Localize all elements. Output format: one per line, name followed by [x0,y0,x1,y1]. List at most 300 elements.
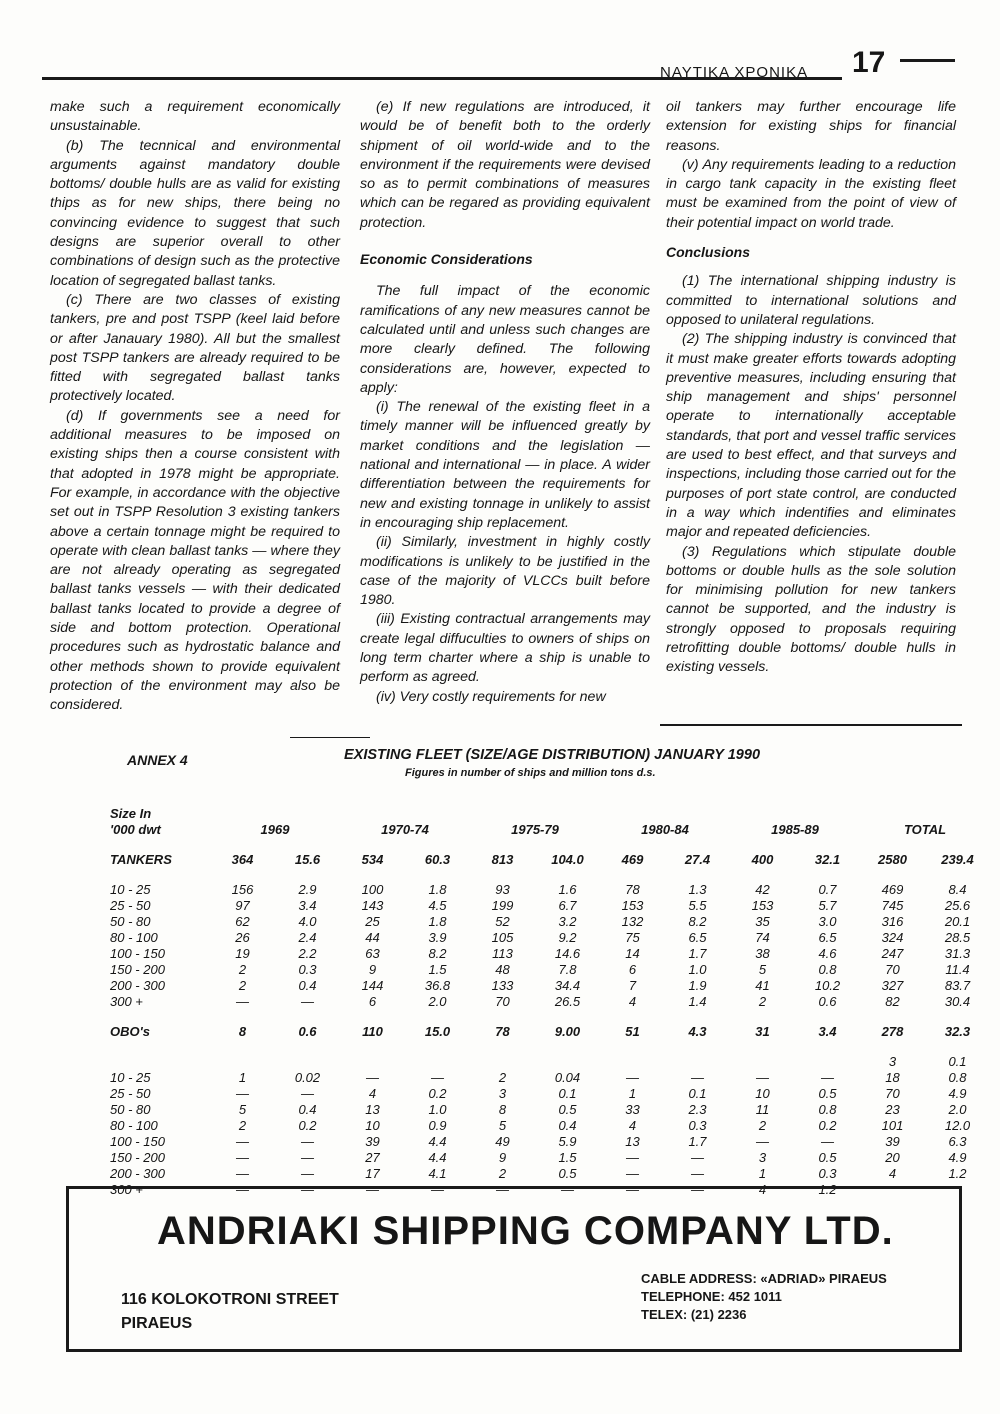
table-row [110,1150,990,1166]
table-cell: — [301,1134,314,1149]
table-cell: 364 [231,852,254,867]
table-row [110,898,990,914]
table-cell: 5 [238,1102,247,1117]
table-cell: 15.0 [424,1024,451,1039]
table-cell: 143 [361,898,384,913]
table-cell [405,1054,470,1070]
table-cell: — [236,1182,249,1197]
table-cell: 132 [621,914,644,929]
table-cell: 1.0 [688,962,707,977]
table-cell: — [301,994,314,1009]
table-cell [340,1054,405,1070]
table-cell: 9 [368,962,377,977]
table-row [110,1134,990,1150]
table-cell: 80 - 100 [110,930,158,945]
table-spacer [110,870,990,882]
table-cell: 60.3 [424,852,451,867]
table-cell: 82 [885,994,900,1009]
table-cell: 0.3 [688,1118,707,1133]
table-cell [795,1054,860,1070]
table-cell: 4.3 [688,1024,707,1039]
table-cell: 74 [755,930,770,945]
table-cell: 0.4 [298,978,317,993]
table-cell: 0.8 [818,962,837,977]
table-cell: 1.0 [428,1102,447,1117]
table-cell: 39 [365,1134,380,1149]
table-cell [470,1054,535,1070]
table-cell: 3 [758,1150,767,1165]
table-cell [925,806,990,822]
table-cell: 39 [885,1134,900,1149]
table-cell [535,806,600,822]
table-cell: OBO's [110,1024,150,1039]
table-cell: 70 [885,962,900,977]
table-cell: — [691,1182,704,1197]
table-cell: 20.1 [944,914,971,929]
table-cell: — [236,1166,249,1181]
table-row [110,994,990,1010]
table-cell: 25 [365,914,380,929]
table-cell: 156 [231,882,254,897]
table-cell: — [431,1182,444,1197]
table-cell: 0.5 [558,1102,577,1117]
table-spacer [110,1010,990,1022]
paragraph: The full impact of the economic ramifications of any new measures cannot be calculated until and unless such changes are more clearly defined. The following considerations are, however, expected to apply: [360,283,650,396]
table-cell: 1.5 [428,962,447,977]
table-cell: 50 - 80 [110,1102,151,1117]
table-cell: 23 [885,1102,900,1117]
table-cell: 41 [755,978,770,993]
table-cell: 1 [628,1086,637,1101]
table-cell: 0.6 [298,1024,317,1039]
tankers-total-row [110,850,990,870]
table-cell: 6 [368,994,377,1009]
table-cell: 1 [758,1166,767,1181]
table-cell: 150 - 200 [110,1150,165,1165]
table-cell: 15.6 [294,852,321,867]
table-row [110,962,990,978]
paragraph: (d) If governments see a need for additional measures to be imposed on existing ships then a course consistent with that adopted in 1978 might be appropriate. For example, in accordance with the objective set out in TSPP Resolution 3 existing tankers above a certain tonnage might be required to operate with clean ballast tanks — where they are not already operating as segregated ballast tanks vessels — with their dedicated ballast tanks located to provide a degree of side and bottom protection. Operational procedures such as hydrostatic balance and other methods shown to provide equivalent protection of the environment may also be considered. [50,407,340,714]
table-cell: 3.4 [818,1024,837,1039]
table-cell: 469 [881,882,904,897]
table-cell: 97 [235,898,250,913]
table-row [110,1166,990,1182]
table-cell: 3.0 [818,914,837,929]
table-cell: 100 - 150 [110,946,165,961]
table-cell: 1969 [260,822,290,837]
table-cell: 6.7 [558,898,577,913]
right-column [666,98,956,678]
table-cell: 0.9 [428,1118,447,1133]
table-cell [860,806,925,822]
table-cell: — [821,1134,834,1149]
table-cell: 52 [495,914,510,929]
table-cell: 1 [238,1070,247,1085]
table-cell: 469 [621,852,644,867]
table-row [110,946,990,962]
table-cell: 110 [362,1024,383,1039]
table-header-row [110,806,990,822]
page-number: 17 [852,46,886,79]
fleet-table [110,806,990,1198]
table-cell: 33 [625,1102,640,1117]
table-cell: 1.6 [558,882,577,897]
table-cell [405,806,470,822]
table-cell: 813 [491,852,514,867]
table-cell: 19 [235,946,250,961]
table-cell: 10 [755,1086,770,1101]
table-cell: 20 [885,1150,900,1165]
table-cell: — [236,1134,249,1149]
table-cell: — [301,1182,314,1197]
table-cell: — [431,1070,444,1085]
table-cell: 4.6 [818,946,837,961]
table-cell: 199 [491,898,514,913]
table-cell: — [691,1070,704,1085]
table-cell: 11.4 [945,962,970,977]
table-cell: 2 [758,994,767,1009]
table-cell: 316 [881,914,904,929]
table-cell: 26.5 [554,994,581,1009]
table-row [110,882,990,898]
table-cell: 5 [758,962,767,977]
table-cell: 0.4 [298,1102,317,1117]
paragraph: (2) The shipping industry is convinced that it must make greater efforts towards adopting preventive measures, including ensuring that ship management and ships' personnel operate to internationally acceptable standards, that port and vessel traffic services are used to best effect, and that surveys and inspections, including those carried out for the purposes of port state control, are conducted in a way which indentifies and eliminates major and repeated deficiencies. [666,331,956,541]
table-cell [470,806,535,822]
table-cell: 0.1 [948,1054,967,1069]
table-cell: 8.4 [948,882,967,897]
table-cell: 70 [495,994,510,1009]
table-cell: 4.5 [428,898,447,913]
table-cell [665,806,730,822]
company-cable: CABLE ADDRESS: «ADRIAD» PIRAEUS [641,1271,887,1286]
table-cell: 25 - 50 [110,898,151,913]
table-cell: 28.5 [944,930,971,945]
table-cell: 100 - 150 [110,1134,165,1149]
table-cell: 25.6 [944,898,971,913]
table-row [110,1102,990,1118]
table-cell: 10 - 25 [110,1070,151,1085]
table-cell: 2 [238,978,247,993]
table-cell: 2 [758,1118,767,1133]
company-advert [66,1186,962,1352]
table-cell: 0.1 [558,1086,577,1101]
table-cell: 4 [888,1166,897,1181]
table-cell: 144 [361,978,384,993]
table-cell: 27 [365,1150,380,1165]
annex-title: EXISTING FLEET (SIZE/AGE DISTRIBUTION) JANUARY 1990 [344,747,761,763]
table-cell: 9.00 [554,1024,581,1039]
paragraph: (c) There are two classes of existing tankers, pre and post TSPP (keel laid before or after Janauary 1980). All but the smallest post TSPP tankers are already required to be fitted with segregated ballast tanks protectively located. [50,291,340,405]
table-cell: 2 [238,962,247,977]
table-cell: 100 [361,882,384,897]
table-cell: 0.3 [298,962,317,977]
table-cell: — [821,1070,834,1085]
table-cell: 4.4 [428,1134,447,1149]
middle-column [360,98,650,707]
table-cell: 31.3 [944,946,971,961]
table-cell: 1.8 [428,882,447,897]
table-row [110,1070,990,1086]
table-cell: 38 [755,946,770,961]
table-cell: 0.7 [818,882,837,897]
table-cell: 0.4 [558,1118,577,1133]
table-cell: 7 [628,978,637,993]
table-row [110,978,990,994]
text-bottom-rule [660,724,962,726]
table-cell: 0.2 [428,1086,447,1101]
table-cell: 3.9 [428,930,447,945]
table-cell: 2 [498,1070,507,1085]
table-cell: — [626,1150,639,1165]
table-cell [730,806,795,822]
table-cell: 4 [628,994,637,1009]
table-cell: 4 [628,1118,637,1133]
table-cell: 200 - 300 [110,1166,165,1181]
table-cell: 30.4 [944,994,971,1009]
table-cell: — [236,1150,249,1165]
table-cell: 2580 [878,852,907,867]
table-cell: 1985-89 [771,822,819,837]
paragraph: (iii) Existing contractual arrangements may create legal diffuculties to owners of ships on long term charter where a ship is unable to perform as agreed. [360,611,650,686]
table-cell: 113 [492,946,513,961]
table-cell: 247 [881,946,904,961]
table-cell: 1.3 [688,882,707,897]
table-spacer [110,838,990,850]
table-cell: 11 [755,1102,770,1117]
table-cell: 0.1 [688,1086,707,1101]
table-cell: 80 - 100 [110,1118,158,1133]
table-row [110,930,990,946]
paragraph: (1) The international shipping industry is committed to international solutions and opposed to unilateral regulations. [666,273,956,328]
table-cell: 5.9 [558,1134,577,1149]
table-cell: — [561,1182,574,1197]
table-cell: — [236,1086,249,1101]
table-row [110,914,990,930]
table-cell: 150 - 200 [110,962,165,977]
table-cell: 10.2 [814,978,841,993]
header-rule-right [900,59,955,62]
table-cell: 42 [755,882,770,897]
table-cell: 0.02 [294,1070,321,1085]
table-cell: 101 [881,1118,904,1133]
table-cell: 13 [625,1134,640,1149]
company-city: PIRAEUS [121,1315,193,1332]
table-cell: TANKERS [110,852,172,867]
table-cell: 1970-74 [381,822,429,837]
table-cell: 50 - 80 [110,914,151,929]
table-cell: 1.2 [818,1182,837,1197]
table-cell: — [301,1150,314,1165]
table-cell: '000 dwt [110,822,161,837]
paragraph: make such a requirement economically unsustainable. [50,99,340,135]
table-cell: — [691,1166,704,1181]
table-cell: 13 [365,1102,380,1117]
table-cell: 62 [235,914,250,929]
table-cell: 400 [751,852,774,867]
table-cell: 2.4 [298,930,317,945]
table-cell: — [626,1182,639,1197]
table-cell: — [366,1070,379,1085]
table-cell: — [301,1166,314,1181]
table-cell: 49 [495,1134,510,1149]
paragraph: (b) The tecnnical and environmental arguments against mandatory double bottoms/ double hulls are as valid for existing thips as for new ships, there being no convincing evidence to suggest that such designs are superior overall to other combinations of design such as the protective location of segregated ballast tanks. [50,137,340,289]
table-cell: 3.2 [558,914,577,929]
table-cell: 32.3 [944,1024,971,1039]
table-cell: 3.4 [298,898,317,913]
table-cell: 25 - 50 [110,1086,151,1101]
paragraph: (i) The renewal of the existing fleet in a timely manner will be influenced greatly by market conditions and the legislation — national and international — in place. A wider differentiation between the requirements for new and existing tonnage in unlikely to assist in encouraging ship replacement. [360,399,650,531]
table-cell: 10 [365,1118,380,1133]
table-cell: 8.2 [428,946,447,961]
paragraph: (v) Any requirements leading to a reduction in cargo tank capacity in the existing fleet must be examined from the point of view of their potential impact on world trade. [666,156,956,231]
table-cell: 78 [625,882,640,897]
table-cell: — [236,994,249,1009]
table-cell: 4.9 [948,1150,967,1165]
company-name: ANDRIAKI SHIPPING COMPANY LTD. [157,1209,894,1253]
table-cell: 0.2 [818,1118,837,1133]
table-cell: 0.5 [818,1150,837,1165]
table-cell: 35 [755,914,770,929]
table-cell: 34.4 [554,978,581,993]
table-row [110,1054,990,1070]
table-cell: Size In [110,806,152,821]
table-cell: 0.8 [948,1070,967,1085]
company-street: 116 KOLOKOTRONI STREET [121,1291,339,1308]
table-cell: — [626,1166,639,1181]
table-cell [275,806,340,822]
table-cell: TOTAL [903,822,947,837]
table-cell: 14.6 [554,946,581,961]
table-spacer [110,1042,990,1054]
table-cell: 239.4 [941,852,974,867]
table-cell: 18 [885,1070,900,1085]
table-cell: 4.9 [948,1086,967,1101]
table-cell: 0.3 [818,1166,837,1181]
table-cell: 4.4 [428,1150,447,1165]
table-cell [600,806,665,822]
table-cell: 4.1 [428,1166,447,1181]
table-cell: 8 [238,1024,247,1039]
table-cell: 7.8 [558,962,577,977]
table-cell: 2.3 [688,1102,707,1117]
table-cell: 14 [625,946,640,961]
table-cell: 1.2 [948,1166,967,1181]
paragraph: oil tankers may further encourage life extension for existing ships for financial reasons. [666,99,956,154]
table-cell: 26 [235,930,250,945]
table-cell: 4.0 [298,914,317,929]
table-cell: 2.9 [298,882,317,897]
table-cell: 1.9 [688,978,707,993]
table-cell: 278 [881,1024,904,1039]
table-cell: 4 [758,1182,767,1197]
table-cell [340,806,405,822]
table-cell [275,1054,340,1070]
table-cell [210,1054,275,1070]
paragraph: (3) Regulations which stipulate double bottoms or double hulls as the sole solution for minimising pollution for new tankers cannot be supported, and the industry is strongly opposed to proposals requiring retrofitting double bottoms/ double hulls in existing vessels. [666,543,956,676]
table-cell: — [366,1182,379,1197]
table-cell: 6.3 [948,1134,967,1149]
table-cell: 0.6 [818,994,837,1009]
annex-subtitle: Figures in number of ships and million tons d.s. [405,767,656,779]
table-cell: 104.0 [551,852,584,867]
table-cell: 3 [888,1054,897,1069]
table-cell: 300 + [110,994,143,1009]
table-cell: 6.5 [818,930,837,945]
table-cell: — [626,1070,639,1085]
obo-total-row [110,1022,990,1042]
table-cell: 8.2 [688,914,707,929]
table-cell: 324 [881,930,904,945]
table-cell: 153 [621,898,644,913]
table-cell: 70 [885,1086,900,1101]
table-cell: 745 [881,898,904,913]
table-cell: 2.0 [428,994,447,1009]
table-header-row [110,822,990,838]
section-heading-conclusions: Conclusions [666,244,751,261]
table-cell: 51 [625,1024,640,1039]
table-cell: 300 + [110,1182,143,1197]
table-cell: 0.04 [554,1070,581,1085]
table-cell: 2 [238,1118,247,1133]
table-cell: 10 - 25 [110,882,151,897]
table-cell [600,1054,665,1070]
table-cell: 5.5 [688,898,707,913]
company-telex: TELEX: (21) 2236 [641,1307,747,1322]
table-cell: 133 [491,978,514,993]
table-cell: 1.4 [688,994,707,1009]
table-cell: 1.8 [428,914,447,929]
table-cell: 93 [495,882,510,897]
table-cell: 36.8 [424,978,451,993]
table-cell: 3 [498,1086,507,1101]
table-cell: 5 [498,1118,507,1133]
table-cell: 31 [755,1024,770,1039]
table-cell [535,1054,600,1070]
table-cell [795,806,860,822]
table-cell: 153 [751,898,774,913]
table-cell: 9.2 [558,930,577,945]
left-column [50,98,340,716]
table-cell: 1.7 [688,946,707,961]
table-cell: 0.8 [818,1102,837,1117]
table-cell: 200 - 300 [110,978,165,993]
table-cell: 6.5 [688,930,707,945]
table-cell: 78 [495,1024,510,1039]
table-cell: 4 [368,1086,377,1101]
table-cell: — [756,1070,769,1085]
table-cell: — [756,1134,769,1149]
table-cell: 32.1 [814,852,841,867]
table-cell: — [496,1182,509,1197]
table-cell: 5.7 [818,898,837,913]
text-bottom-rule-middle [290,737,370,738]
table-cell: 0.5 [558,1166,577,1181]
table-cell: 0.2 [298,1118,317,1133]
paragraph: (iv) Very costly requirements for new [376,688,606,705]
paragraph: (e) If new regulations are introduced, it would be of benefit both to the orderly shipment of oil world-wide and to the environment if the requirements were devised so as to permit combinations of measures which can be regared as providing equivalent protection. [360,99,650,231]
table-cell: 1975-79 [511,822,559,837]
table-cell: 27.4 [684,852,711,867]
annex-label: ANNEX 4 [127,752,188,768]
table-cell [210,806,275,822]
table-cell: 75 [625,930,640,945]
table-cell: 44 [365,930,380,945]
table-cell: 1.5 [558,1150,577,1165]
paragraph: (ii) Similarly, investment in highly costly modifications is unlikely to be justified in the case of the majority of VLCCs built before 1980. [360,534,650,609]
table-cell: 2.2 [298,946,317,961]
table-cell: 534 [361,852,384,867]
